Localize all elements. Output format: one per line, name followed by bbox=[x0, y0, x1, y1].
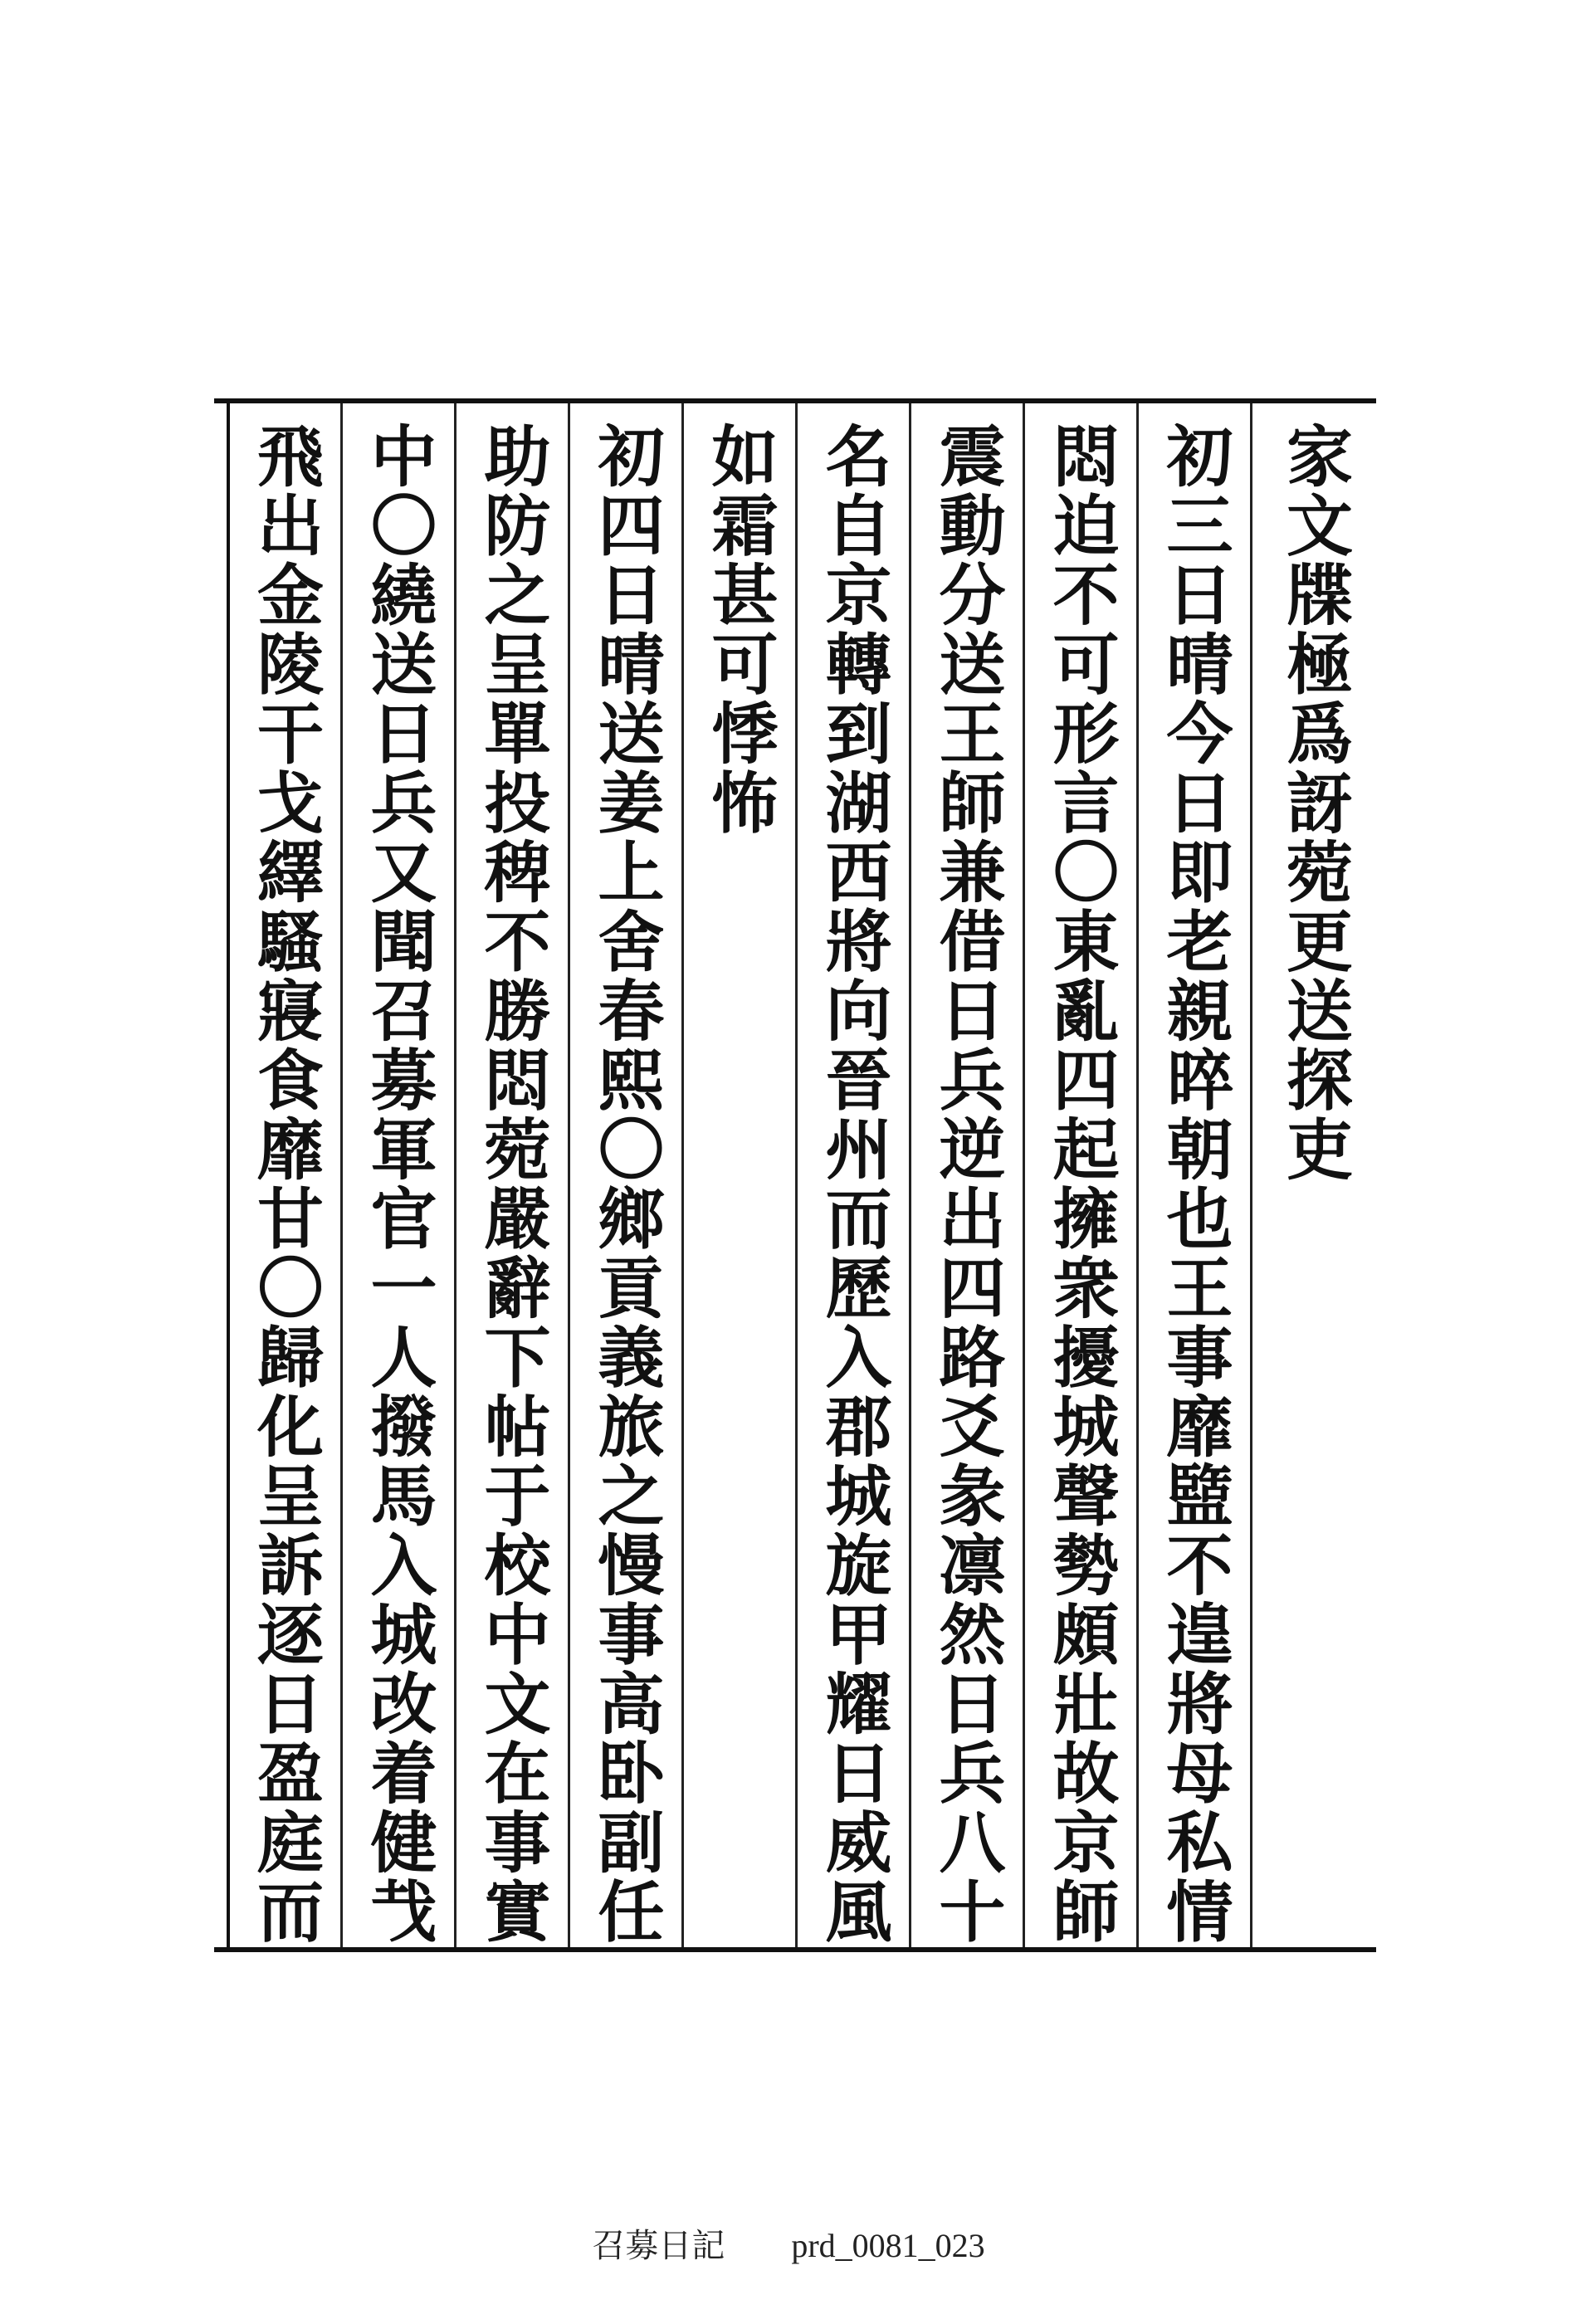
column-text: 助防之呈單投稗不勝悶菀嚴辭下帖于校中文在事實 bbox=[473, 422, 551, 1946]
page-footer bbox=[0, 2219, 1577, 2267]
text-block bbox=[214, 398, 1376, 1952]
text-columns bbox=[214, 403, 1376, 1947]
column-text: 名自京轉到湖西將向晉州而歷入郡城旋甲耀日威風 bbox=[814, 422, 892, 1946]
text-column-6 bbox=[681, 403, 795, 1947]
column-text: 家文牒極爲訝菀更送探吏 bbox=[1275, 422, 1354, 1184]
column-text: 初四日晴送姜上舍春熙〇鄉貢義旅之慢事高卧副任 bbox=[587, 422, 665, 1946]
text-column-3 bbox=[1023, 403, 1136, 1947]
column-text: 中〇繞送日兵又聞召募軍官一人撥馬入城改着健𢦏 bbox=[359, 422, 437, 1946]
text-column-5 bbox=[795, 403, 909, 1947]
text-column-7 bbox=[568, 403, 681, 1947]
bottom-rule bbox=[214, 1947, 1376, 1952]
column-text: 悶迫不可形言〇東亂四起擁衆擾城聲勢頗壯故京師 bbox=[1042, 422, 1120, 1946]
column-text: 初三日晴今日即老親晬朝也王事靡盬不遑將母私情 bbox=[1155, 422, 1233, 1946]
footer-title: 召募日記 bbox=[592, 2227, 725, 2264]
text-column-8 bbox=[454, 403, 568, 1947]
footer-page-id: prd_0081_023 bbox=[791, 2227, 985, 2264]
column-text: 震動分送王師兼借日兵逆出四路爻彖凛然日兵八十 bbox=[928, 422, 1006, 1946]
text-column-4 bbox=[909, 403, 1023, 1947]
column-text: 如霜甚可悸怖 bbox=[701, 422, 779, 837]
text-column-10 bbox=[227, 403, 340, 1947]
text-column-9 bbox=[340, 403, 454, 1947]
text-column-1 bbox=[1250, 403, 1376, 1947]
column-text: 飛出金陵干戈繹騷寢食靡甘〇歸化呈訴逐日盈庭而 bbox=[246, 422, 325, 1946]
text-column-2 bbox=[1136, 403, 1250, 1947]
